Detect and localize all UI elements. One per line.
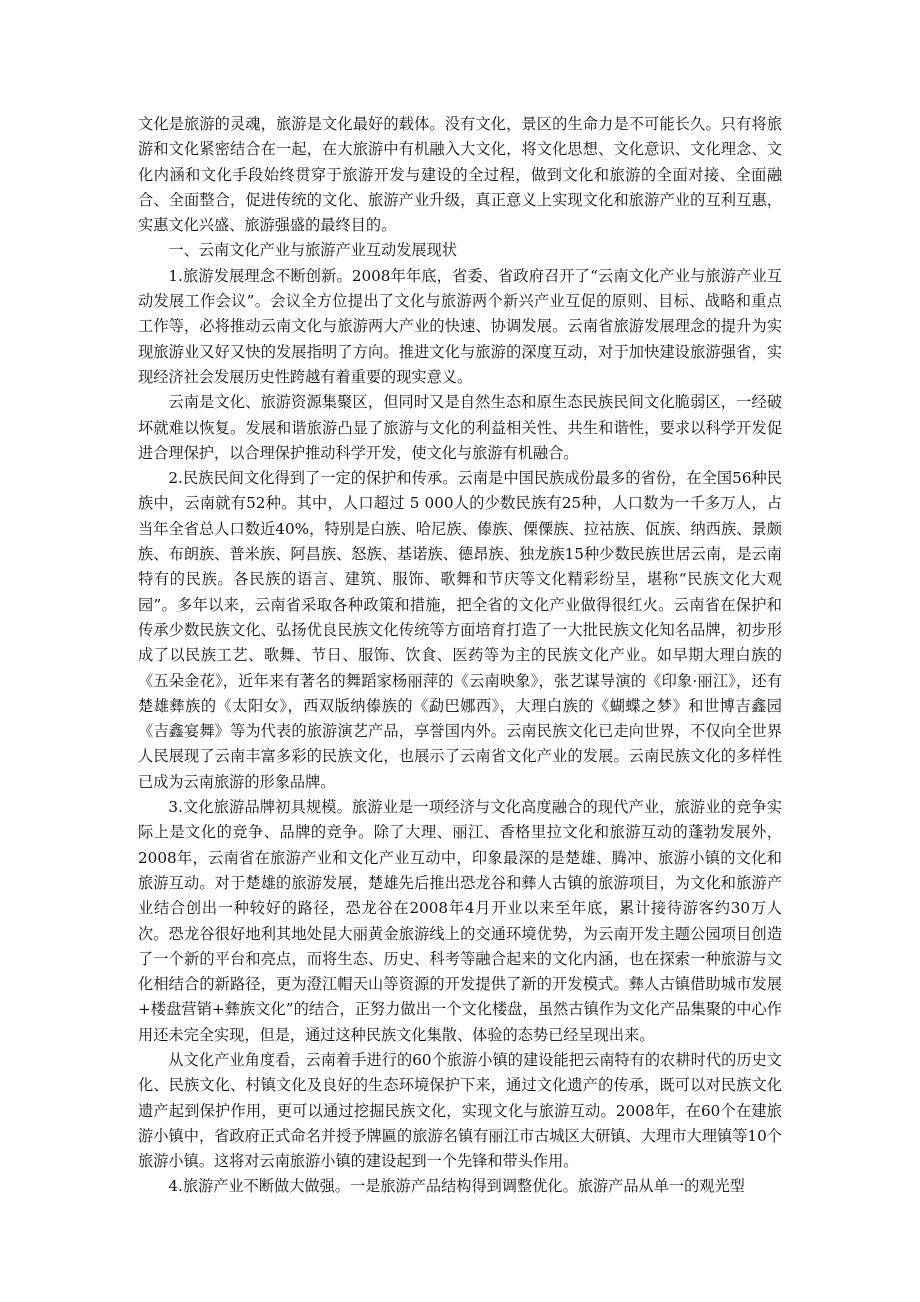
section-heading: 一、云南文化产业与旅游产业互动发展现状 [168, 241, 457, 260]
intro-paragraph: 文化是旅游的灵魂，旅游是文化最好的载体。没有文化，景区的生命力是不可能长久。只有将旅游和文化紧密结合在一起，在大旅游中有机融入大文化，将文化思想、文化意识、文化理念、文化内涵和文化手段始终贯穿于旅游开发与建设的全过程，做到文化和旅游的全面对接、全面融合、全面整合，促进传统的文化、旅游产业升级，真正意义上实现文化和旅游产业的互利互惠，实惠文化兴盛、旅游强盛的最终目的。 [138, 115, 782, 235]
paragraph-ethnic-culture: 2.民族民间文化得到了一定的保护和传承。云南是中国民族成份最多的省份，在全国56种民族中，云南就有52种。其中，人口超过 5 000人的少数民族有25种，人口数为一千多万人，占当年全省总人口数近40%，特别是白族、哈尼族、傣族、傈僳族、拉祜族、佤族、纳西族、景颇族、布朗族、普米族、阿昌族、怒族、基诺族、德昂族、独龙族15种少数民族世居云南，是云南特有的民族。各民族的语言、建筑、服饰、歌舞和节庆等文化精彩纷呈，堪称“民族文化大观园”。多年以来，云南省采取各种政策和措施，把全省的文化产业做得很红火。云南省在保护和传承少数民族文化、弘扬优良民族文化传统等方面培育打造了一大批民族文化知名品牌，初步形成了以民族工艺、歌舞、节日、服饰、饮食、医药等为主的民族文化产业。如早期大理白族的《五朵金花》，近年来有著名的舞蹈家杨丽萍的《云南映象》，张艺谋导演的《印象·丽江》，还有楚雄彝族的《太阳女》，西双版纳傣族的《勐巴娜西》，大理白族的《蝴蝶之梦》和世博吉鑫园《吉鑫宴舞》等为代表的旅游演艺产品，享誉国内外。云南民族文化已走向世界，不仅向全世界人民展现了云南丰富多彩的民族文化，也展示了云南省文化产业的发展。云南民族文化的多样性已成为云南旅游的形象品牌。 [138, 469, 782, 791]
paragraph-tourism-industry: 4.旅游产业不断做大做强。一是旅游产品结构得到调整优化。旅游产品从单一的观光型 [168, 1177, 745, 1196]
paragraph-tourism-towns: 从文化产业角度看，云南着手进行的60个旅游小镇的建设能把云南特有的农耕时代的历史文化、民族文化、村镇文化及良好的生态环境保护下来，通过文化遗产的传承，既可以对民族文化遗产起到保护作用，更可以通过挖掘民族文化，实现文化与旅游互动。2008年，在60个在建旅游小镇中，省政府正式命名并授予牌匾的旅游名镇有丽江市古城区大研镇、大理市大理镇等10个旅游小镇。这将对云南旅游小镇的建设起到一个先锋和带头作用。 [138, 1050, 782, 1171]
paragraph-tourism-concept: 1.旅游发展理念不断创新。2008年年底，省委、省政府召开了“云南文化产业与旅游产业互动发展工作会议”。会议全方位提出了文化与旅游两个新兴产业互促的原则、目标、战略和重点工作等，必将推动云南文化与旅游两大产业的快速、协调发展。云南省旅游发展理念的提升为实现旅游业又好又快的发展指明了方向。推进文化与旅游的深度互动，对于加快建设旅游强省，实现经济社会发展历史性跨越有着重要的现实意义。 [138, 266, 782, 386]
paragraph-cultural-brand: 3.文化旅游品牌初具规模。旅游业是一项经济与文化高度融合的现代产业，旅游业的竞争实际上是文化的竞争、品牌的竞争。除了大理、丽江、香格里拉文化和旅游互动的蓬勃发展外，2008年，云南省在旅游产业和文化产业互动中，印象最深的是楚雄、腾冲、旅游小镇的文化和旅游互动。对于楚雄的旅游发展，楚雄先后推出恐龙谷和彝人古镇的旅游项目，为文化和旅游产业结合创出一种较好的路径，恐龙谷在2008年4月开业以来至年底，累计接待游客约30万人次。恐龙谷很好地利其地处昆大丽黄金旅游线上的交通环境优势，为云南开发主题公园项目创造了一个新的平台和亮点，而将生态、历史、科考等融合起来的文化内涵，也在探索一种旅游与文化相结合的新路径，更为澄江帽天山等资源的开发提供了新的开发模式。彝人古镇借助城市发展+楼盘营销+彝族文化”的结合，正努力做出一个文化楼盘，虽然古镇作为文化产品集聚的中心作用还未完全实现，但是，通过这种民族文化集散、体验的态势已经呈现出来。 [138, 798, 782, 1044]
paragraph-resource-area: 云南是文化、旅游资源集聚区，但同时又是自然生态和原生态民族民间文化脆弱区，一经破坏就难以恢复。发展和谐旅游凸显了旅游与文化的利益相关性、共生和谐性，要求以科学开发促进合理保护，以合理保护推动科学开发，使文化与旅游有机融合。 [138, 393, 782, 462]
document-body [138, 112, 782, 1200]
